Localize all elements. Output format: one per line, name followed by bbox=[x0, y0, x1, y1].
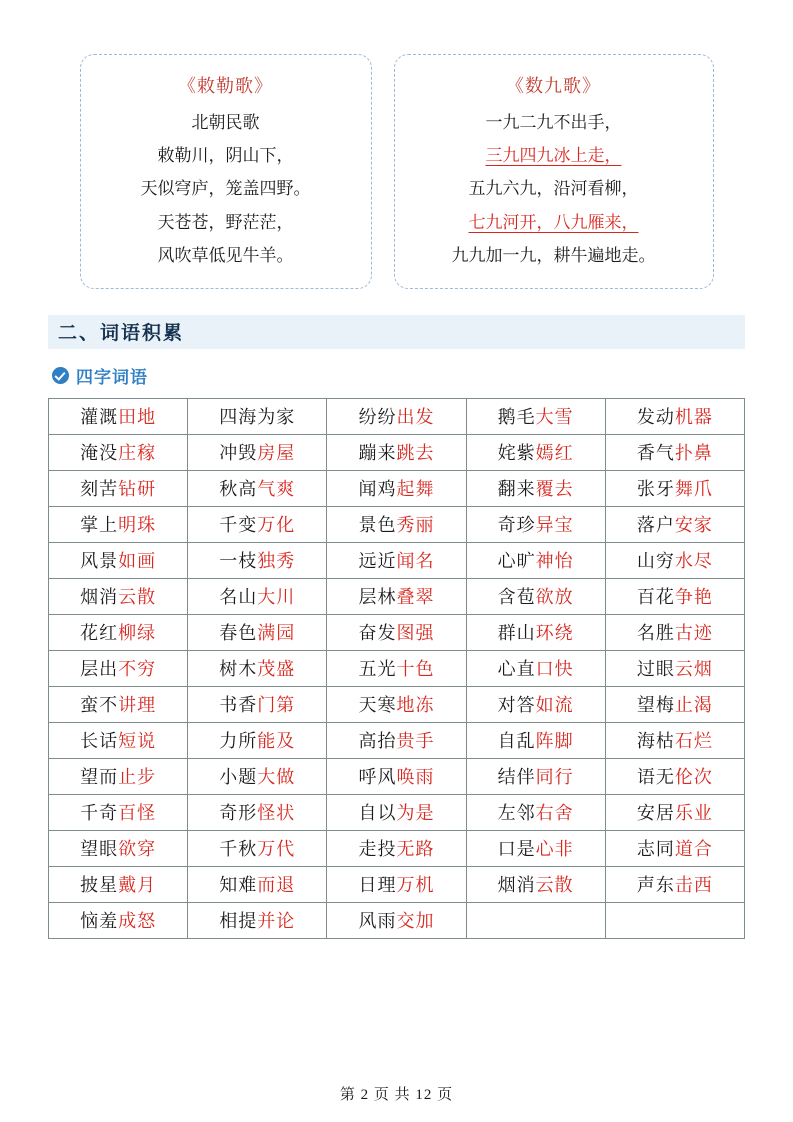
word-cell bbox=[49, 830, 188, 866]
word-part-highlight: 嫣红 bbox=[535, 443, 574, 464]
word-cell bbox=[188, 902, 327, 938]
word-part-highlight: 万机 bbox=[396, 875, 435, 896]
word-part: 群山 bbox=[497, 623, 536, 644]
word-part-highlight: 万代 bbox=[257, 839, 296, 860]
word-part: 高抬 bbox=[358, 731, 397, 752]
word-part-highlight: 怪状 bbox=[257, 803, 296, 824]
word-cell bbox=[49, 794, 188, 830]
word-part: 淹没 bbox=[80, 443, 119, 464]
page-footer: 第 2 页 共 12 页 bbox=[339, 1087, 454, 1103]
word-cell bbox=[605, 578, 744, 614]
word-part: 香气 bbox=[636, 443, 675, 464]
word-part: 山穷 bbox=[636, 551, 675, 572]
word-cell bbox=[49, 434, 188, 470]
word-part: 刻苦 bbox=[80, 479, 119, 500]
word-part-highlight: 不穷 bbox=[118, 659, 157, 680]
word-cell-empty bbox=[466, 902, 605, 938]
word-part: 结伴 bbox=[497, 767, 536, 788]
word-part-highlight: 闻名 bbox=[396, 551, 435, 572]
word-cell bbox=[327, 686, 466, 722]
word-part: 名山 bbox=[219, 587, 258, 608]
word-cell bbox=[327, 722, 466, 758]
word-cell bbox=[188, 506, 327, 542]
word-cell bbox=[49, 506, 188, 542]
word-part-highlight: 神怡 bbox=[535, 551, 574, 572]
word-cell bbox=[188, 398, 327, 434]
poem-title: 《数九歌》 bbox=[506, 76, 601, 96]
word-part-highlight: 钻研 bbox=[118, 479, 157, 500]
word-cell bbox=[188, 614, 327, 650]
word-part-highlight: 争艳 bbox=[674, 587, 713, 608]
word-cell bbox=[327, 650, 466, 686]
word-part: 烟消 bbox=[497, 875, 536, 896]
word-cell bbox=[188, 650, 327, 686]
word-cell bbox=[466, 506, 605, 542]
word-part: 走投 bbox=[358, 839, 397, 860]
word-part: 望梅 bbox=[636, 695, 675, 716]
word-cell bbox=[327, 794, 466, 830]
word-cell bbox=[327, 578, 466, 614]
word-cell bbox=[466, 650, 605, 686]
word-part: 灌溉 bbox=[80, 407, 119, 428]
word-part: 秋高 bbox=[219, 479, 258, 500]
word-cell bbox=[605, 650, 744, 686]
table-row bbox=[49, 614, 745, 650]
table-row bbox=[49, 578, 745, 614]
word-cell bbox=[466, 470, 605, 506]
word-part: 恼羞 bbox=[80, 911, 119, 932]
word-part-highlight: 万化 bbox=[257, 515, 296, 536]
word-part-highlight: 止渴 bbox=[674, 695, 713, 716]
word-part-highlight: 口快 bbox=[535, 659, 574, 680]
poem-line: 天似穹庐，笼盖四野。 bbox=[140, 179, 311, 199]
word-part: 千秋 bbox=[219, 839, 258, 860]
word-cell bbox=[188, 758, 327, 794]
word-cell bbox=[49, 578, 188, 614]
word-part-highlight: 茂盛 bbox=[257, 659, 296, 680]
word-part-highlight: 安家 bbox=[674, 515, 713, 536]
word-part: 远近 bbox=[358, 551, 397, 572]
word-part: 奇形 bbox=[219, 803, 258, 824]
word-part: 口是 bbox=[497, 839, 536, 860]
word-part-highlight: 戴月 bbox=[118, 875, 157, 896]
table-row bbox=[49, 722, 745, 758]
word-cell bbox=[466, 578, 605, 614]
word-part-highlight: 图强 bbox=[396, 623, 435, 644]
table-row bbox=[49, 830, 745, 866]
word-part-highlight: 大川 bbox=[257, 587, 296, 608]
word-cell bbox=[605, 470, 744, 506]
word-cell bbox=[188, 830, 327, 866]
word-part: 过眼 bbox=[636, 659, 675, 680]
word-part: 冲毁 bbox=[219, 443, 258, 464]
word-part: 心直 bbox=[497, 659, 536, 680]
table-row bbox=[49, 866, 745, 902]
word-part: 安居 bbox=[636, 803, 675, 824]
word-part-highlight: 云散 bbox=[535, 875, 574, 896]
word-cell bbox=[466, 614, 605, 650]
poem-line: 北朝民歌 bbox=[191, 113, 260, 133]
word-part: 志同 bbox=[636, 839, 675, 860]
word-part: 小题 bbox=[219, 767, 258, 788]
word-cell bbox=[188, 470, 327, 506]
word-part-highlight: 贵手 bbox=[396, 731, 435, 752]
word-cell bbox=[49, 866, 188, 902]
word-part: 自以 bbox=[358, 803, 397, 824]
word-cell bbox=[466, 794, 605, 830]
poem-line: 天苍苍，野茫茫， bbox=[157, 212, 294, 232]
word-table bbox=[48, 398, 745, 939]
word-part-highlight: 覆去 bbox=[535, 479, 574, 500]
word-part: 日理 bbox=[358, 875, 397, 896]
word-cell bbox=[327, 866, 466, 902]
word-part-highlight: 如流 bbox=[535, 695, 574, 716]
word-part: 层林 bbox=[358, 587, 397, 608]
word-cell bbox=[605, 686, 744, 722]
word-part-highlight: 石烂 bbox=[674, 731, 713, 752]
word-part: 奋发 bbox=[358, 623, 397, 644]
word-part-highlight: 秀丽 bbox=[396, 515, 435, 536]
word-part-highlight: 古迹 bbox=[674, 623, 713, 644]
word-part-highlight: 大雪 bbox=[535, 407, 574, 428]
word-part: 呼风 bbox=[358, 767, 397, 788]
word-part: 翻来 bbox=[497, 479, 536, 500]
word-cell bbox=[605, 794, 744, 830]
poem-card-row bbox=[48, 54, 745, 289]
word-cell bbox=[466, 434, 605, 470]
word-cell bbox=[188, 794, 327, 830]
word-part: 落户 bbox=[636, 515, 675, 536]
word-part: 声东 bbox=[636, 875, 675, 896]
word-part: 树木 bbox=[219, 659, 258, 680]
word-part-highlight: 心非 bbox=[535, 839, 574, 860]
word-part-highlight: 欲穿 bbox=[118, 839, 157, 860]
word-cell bbox=[188, 542, 327, 578]
word-part: 风雨 bbox=[358, 911, 397, 932]
section-heading-label: 二、词语积累 bbox=[58, 323, 185, 345]
poem-card-shujiuge bbox=[394, 54, 714, 289]
poem-line: 敕勒川，阴山下， bbox=[157, 146, 294, 166]
word-part: 心旷 bbox=[497, 551, 536, 572]
word-part-highlight: 田地 bbox=[118, 407, 157, 428]
word-cell bbox=[49, 542, 188, 578]
word-part: 五光 bbox=[358, 659, 397, 680]
table-row bbox=[49, 470, 745, 506]
table-row bbox=[49, 542, 745, 578]
word-part-highlight: 成怒 bbox=[118, 911, 157, 932]
word-cell bbox=[466, 830, 605, 866]
word-part-highlight: 异宝 bbox=[535, 515, 574, 536]
word-part: 蛮不 bbox=[80, 695, 119, 716]
word-part: 望而 bbox=[80, 767, 119, 788]
word-part-highlight: 水尽 bbox=[674, 551, 713, 572]
word-part: 对答 bbox=[497, 695, 536, 716]
word-cell bbox=[188, 722, 327, 758]
word-cell bbox=[466, 398, 605, 434]
word-part: 风景 bbox=[80, 551, 119, 572]
word-part-highlight: 出发 bbox=[396, 407, 435, 428]
word-cell bbox=[49, 470, 188, 506]
word-part: 力所 bbox=[219, 731, 258, 752]
word-cell bbox=[605, 830, 744, 866]
word-cell bbox=[605, 506, 744, 542]
word-part: 姹紫 bbox=[497, 443, 536, 464]
word-part: 景色 bbox=[358, 515, 397, 536]
word-part-highlight: 独秀 bbox=[257, 551, 296, 572]
table-row bbox=[49, 758, 745, 794]
word-part: 闻鸡 bbox=[358, 479, 397, 500]
word-part-highlight: 唤雨 bbox=[396, 767, 435, 788]
word-cell bbox=[327, 470, 466, 506]
word-part: 百花 bbox=[636, 587, 675, 608]
word-cell bbox=[327, 398, 466, 434]
check-circle-icon bbox=[52, 367, 69, 384]
word-table-body bbox=[49, 398, 745, 938]
word-part: 奇珍 bbox=[497, 515, 536, 536]
word-part: 纷纷 bbox=[358, 407, 397, 428]
word-part-highlight: 乐业 bbox=[674, 803, 713, 824]
word-part-highlight: 十色 bbox=[396, 659, 435, 680]
word-part-highlight: 阵脚 bbox=[535, 731, 574, 752]
word-cell bbox=[466, 758, 605, 794]
word-part: 千奇 bbox=[80, 803, 119, 824]
word-part-highlight: 柳绿 bbox=[118, 623, 157, 644]
word-part: 含苞 bbox=[497, 587, 536, 608]
poem-line-highlighted: 七九河开，八九雁来， bbox=[468, 212, 639, 232]
word-part: 蹦来 bbox=[358, 443, 397, 464]
word-part-highlight: 机器 bbox=[674, 407, 713, 428]
word-part: 知难 bbox=[219, 875, 258, 896]
word-part: 掌上 bbox=[80, 515, 119, 536]
word-part: 鹅毛 bbox=[497, 407, 536, 428]
word-cell bbox=[605, 758, 744, 794]
poem-line: 九九加一九，耕牛遍地走。 bbox=[451, 245, 656, 265]
word-part-highlight: 而退 bbox=[257, 875, 296, 896]
word-part: 张牙 bbox=[636, 479, 675, 500]
word-part: 发动 bbox=[636, 407, 675, 428]
word-part: 天寒 bbox=[358, 695, 397, 716]
word-cell bbox=[327, 758, 466, 794]
word-part-highlight: 大做 bbox=[257, 767, 296, 788]
table-row bbox=[49, 398, 745, 434]
word-cell bbox=[605, 398, 744, 434]
word-cell bbox=[466, 542, 605, 578]
word-part-highlight: 右舍 bbox=[535, 803, 574, 824]
word-part: 披星 bbox=[80, 875, 119, 896]
word-part-highlight: 伦次 bbox=[674, 767, 713, 788]
word-part-highlight: 地冻 bbox=[396, 695, 435, 716]
subsection-heading bbox=[48, 363, 745, 388]
word-part-highlight: 同行 bbox=[535, 767, 574, 788]
word-part: 花红 bbox=[80, 623, 119, 644]
word-part-highlight: 明珠 bbox=[118, 515, 157, 536]
word-part-highlight: 气爽 bbox=[257, 479, 296, 500]
word-part: 相提 bbox=[219, 911, 258, 932]
word-part-highlight: 无路 bbox=[396, 839, 435, 860]
word-part: 语无 bbox=[636, 767, 675, 788]
word-part-highlight: 欲放 bbox=[535, 587, 574, 608]
word-cell bbox=[327, 902, 466, 938]
subsection-heading-label: 四字词语 bbox=[76, 367, 148, 387]
word-part: 烟消 bbox=[80, 587, 119, 608]
word-cell bbox=[327, 434, 466, 470]
word-cell bbox=[188, 434, 327, 470]
word-part: 书香 bbox=[219, 695, 258, 716]
word-cell bbox=[605, 614, 744, 650]
word-part-highlight: 百怪 bbox=[118, 803, 157, 824]
word-part-highlight: 讲理 bbox=[118, 695, 157, 716]
word-cell bbox=[327, 830, 466, 866]
word-cell bbox=[605, 722, 744, 758]
word-cell bbox=[327, 506, 466, 542]
table-row bbox=[49, 506, 745, 542]
table-row bbox=[49, 686, 745, 722]
poem-line-highlighted: 三九四九冰上走， bbox=[485, 146, 622, 166]
word-part: 千变 bbox=[219, 515, 258, 536]
table-row bbox=[49, 434, 745, 470]
word-cell bbox=[466, 722, 605, 758]
word-part: 层出 bbox=[80, 659, 119, 680]
poem-line: 风吹草低见牛羊。 bbox=[157, 245, 294, 265]
word-cell bbox=[49, 686, 188, 722]
word-part-highlight: 短说 bbox=[118, 731, 157, 752]
word-cell bbox=[49, 722, 188, 758]
word-part: 长话 bbox=[80, 731, 119, 752]
word-part: 春色 bbox=[219, 623, 258, 644]
word-part: 四海为家 bbox=[219, 407, 296, 428]
word-cell bbox=[466, 866, 605, 902]
word-cell bbox=[466, 686, 605, 722]
word-cell bbox=[605, 866, 744, 902]
word-cell bbox=[605, 434, 744, 470]
poem-title: 《敕勒歌》 bbox=[178, 76, 273, 96]
word-cell bbox=[49, 902, 188, 938]
word-cell bbox=[327, 614, 466, 650]
word-part: 自乱 bbox=[497, 731, 536, 752]
word-part-highlight: 为是 bbox=[396, 803, 435, 824]
word-part-highlight: 扑鼻 bbox=[674, 443, 713, 464]
word-cell bbox=[188, 578, 327, 614]
word-part-highlight: 房屋 bbox=[257, 443, 296, 464]
word-part-highlight: 交加 bbox=[396, 911, 435, 932]
word-part-highlight: 能及 bbox=[257, 731, 296, 752]
table-row bbox=[49, 902, 745, 938]
word-part-highlight: 叠翠 bbox=[396, 587, 435, 608]
poem-line: 五九六九，沿河看柳， bbox=[468, 179, 639, 199]
word-part-highlight: 庄稼 bbox=[118, 443, 157, 464]
word-part-highlight: 跳去 bbox=[396, 443, 435, 464]
word-cell bbox=[188, 686, 327, 722]
word-cell bbox=[605, 542, 744, 578]
word-part-highlight: 起舞 bbox=[396, 479, 435, 500]
word-part: 名胜 bbox=[636, 623, 675, 644]
word-part: 一枝 bbox=[219, 551, 258, 572]
word-part-highlight: 击西 bbox=[674, 875, 713, 896]
word-cell bbox=[49, 614, 188, 650]
poem-line: 一九二九不出手， bbox=[485, 113, 622, 133]
word-part-highlight: 舞爪 bbox=[674, 479, 713, 500]
section-heading bbox=[48, 315, 745, 349]
word-part-highlight: 如画 bbox=[118, 551, 157, 572]
word-part: 望眼 bbox=[80, 839, 119, 860]
table-row bbox=[49, 794, 745, 830]
word-cell bbox=[49, 398, 188, 434]
word-cell bbox=[49, 650, 188, 686]
poem-card-chilege bbox=[80, 54, 372, 289]
word-part-highlight: 云烟 bbox=[674, 659, 713, 680]
word-part-highlight: 环绕 bbox=[535, 623, 574, 644]
word-part-highlight: 止步 bbox=[118, 767, 157, 788]
word-cell-empty bbox=[605, 902, 744, 938]
word-part-highlight: 云散 bbox=[118, 587, 157, 608]
table-row bbox=[49, 650, 745, 686]
word-part-highlight: 道合 bbox=[674, 839, 713, 860]
word-cell bbox=[188, 866, 327, 902]
word-cell bbox=[49, 758, 188, 794]
word-cell bbox=[327, 542, 466, 578]
word-part-highlight: 门第 bbox=[257, 695, 296, 716]
word-part: 海枯 bbox=[636, 731, 675, 752]
word-part-highlight: 满园 bbox=[257, 623, 296, 644]
word-part-highlight: 并论 bbox=[257, 911, 296, 932]
word-part: 左邻 bbox=[497, 803, 536, 824]
